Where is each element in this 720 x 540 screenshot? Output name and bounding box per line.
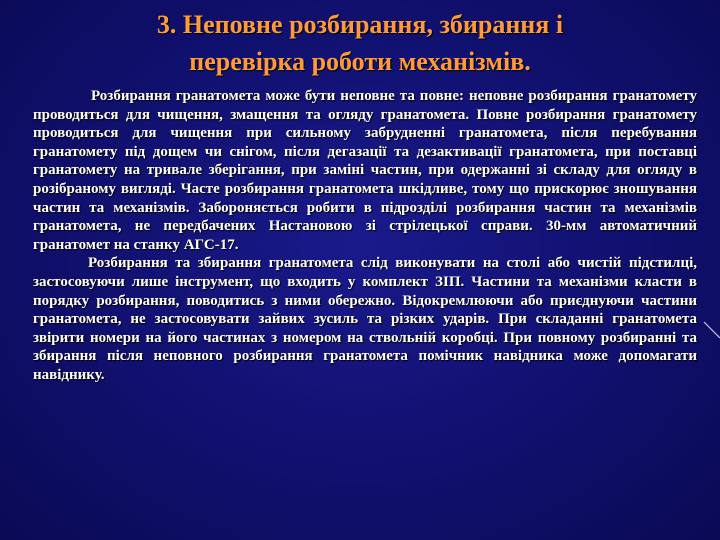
slide-body [33,87,697,385]
paragraph-disassembly-rules: Розбирання та збирання гранатомета слід виконувати на столі або чистій підстилці, застосовуючи лише інструмент, що входить у комплект ЗІП. Частини та механізми класти в порядку розбирання, поводитись з ними обережно. Відокремлюючи або приєднуючи частини гранатомета, не застосовувати зайвих зусиль та різких ударів. При складанні гранатомета звірити номери на його частинах з номером на ствольній коробці. При повному розбиранні та збирання після неповного розбирання гранатомета помічник навідника може допомагати навіднику. [33,255,697,383]
paragraph-disassembly-types: Розбирання гранатомета може бути неповне та повне: неповне розбирання гранатомету проводиться для чищення, змащення та огляду гранатомета. Повне розбирання гранатомету проводиться для чищення при сильному забрудненні гранатомета, після перебування гранатомету під дощем чи снігом, після дегазації та дезактивації гранатомета, при поставці гранатомету на тривале зберігання, при заміні частин, при одержанні зі складу для огляду в розібраному вигляді. Часте розбирання гранатомета шкідливе, тому що прискорює зношування частин та механізмів. Забороняється робити в підрозділі розбирання частин та механізмів гранатомета, не передбачених Настановою зі стрілецької справи. 30-мм автоматичний гранатомет на станку АГС-17. [33,88,697,253]
corner-line-decoration [700,320,720,340]
slide-title [40,6,680,80]
title-line-1: 3. Неповне розбирання, збирання і [156,10,564,39]
title-line-2: перевірка роботи механізмів. [189,47,531,76]
